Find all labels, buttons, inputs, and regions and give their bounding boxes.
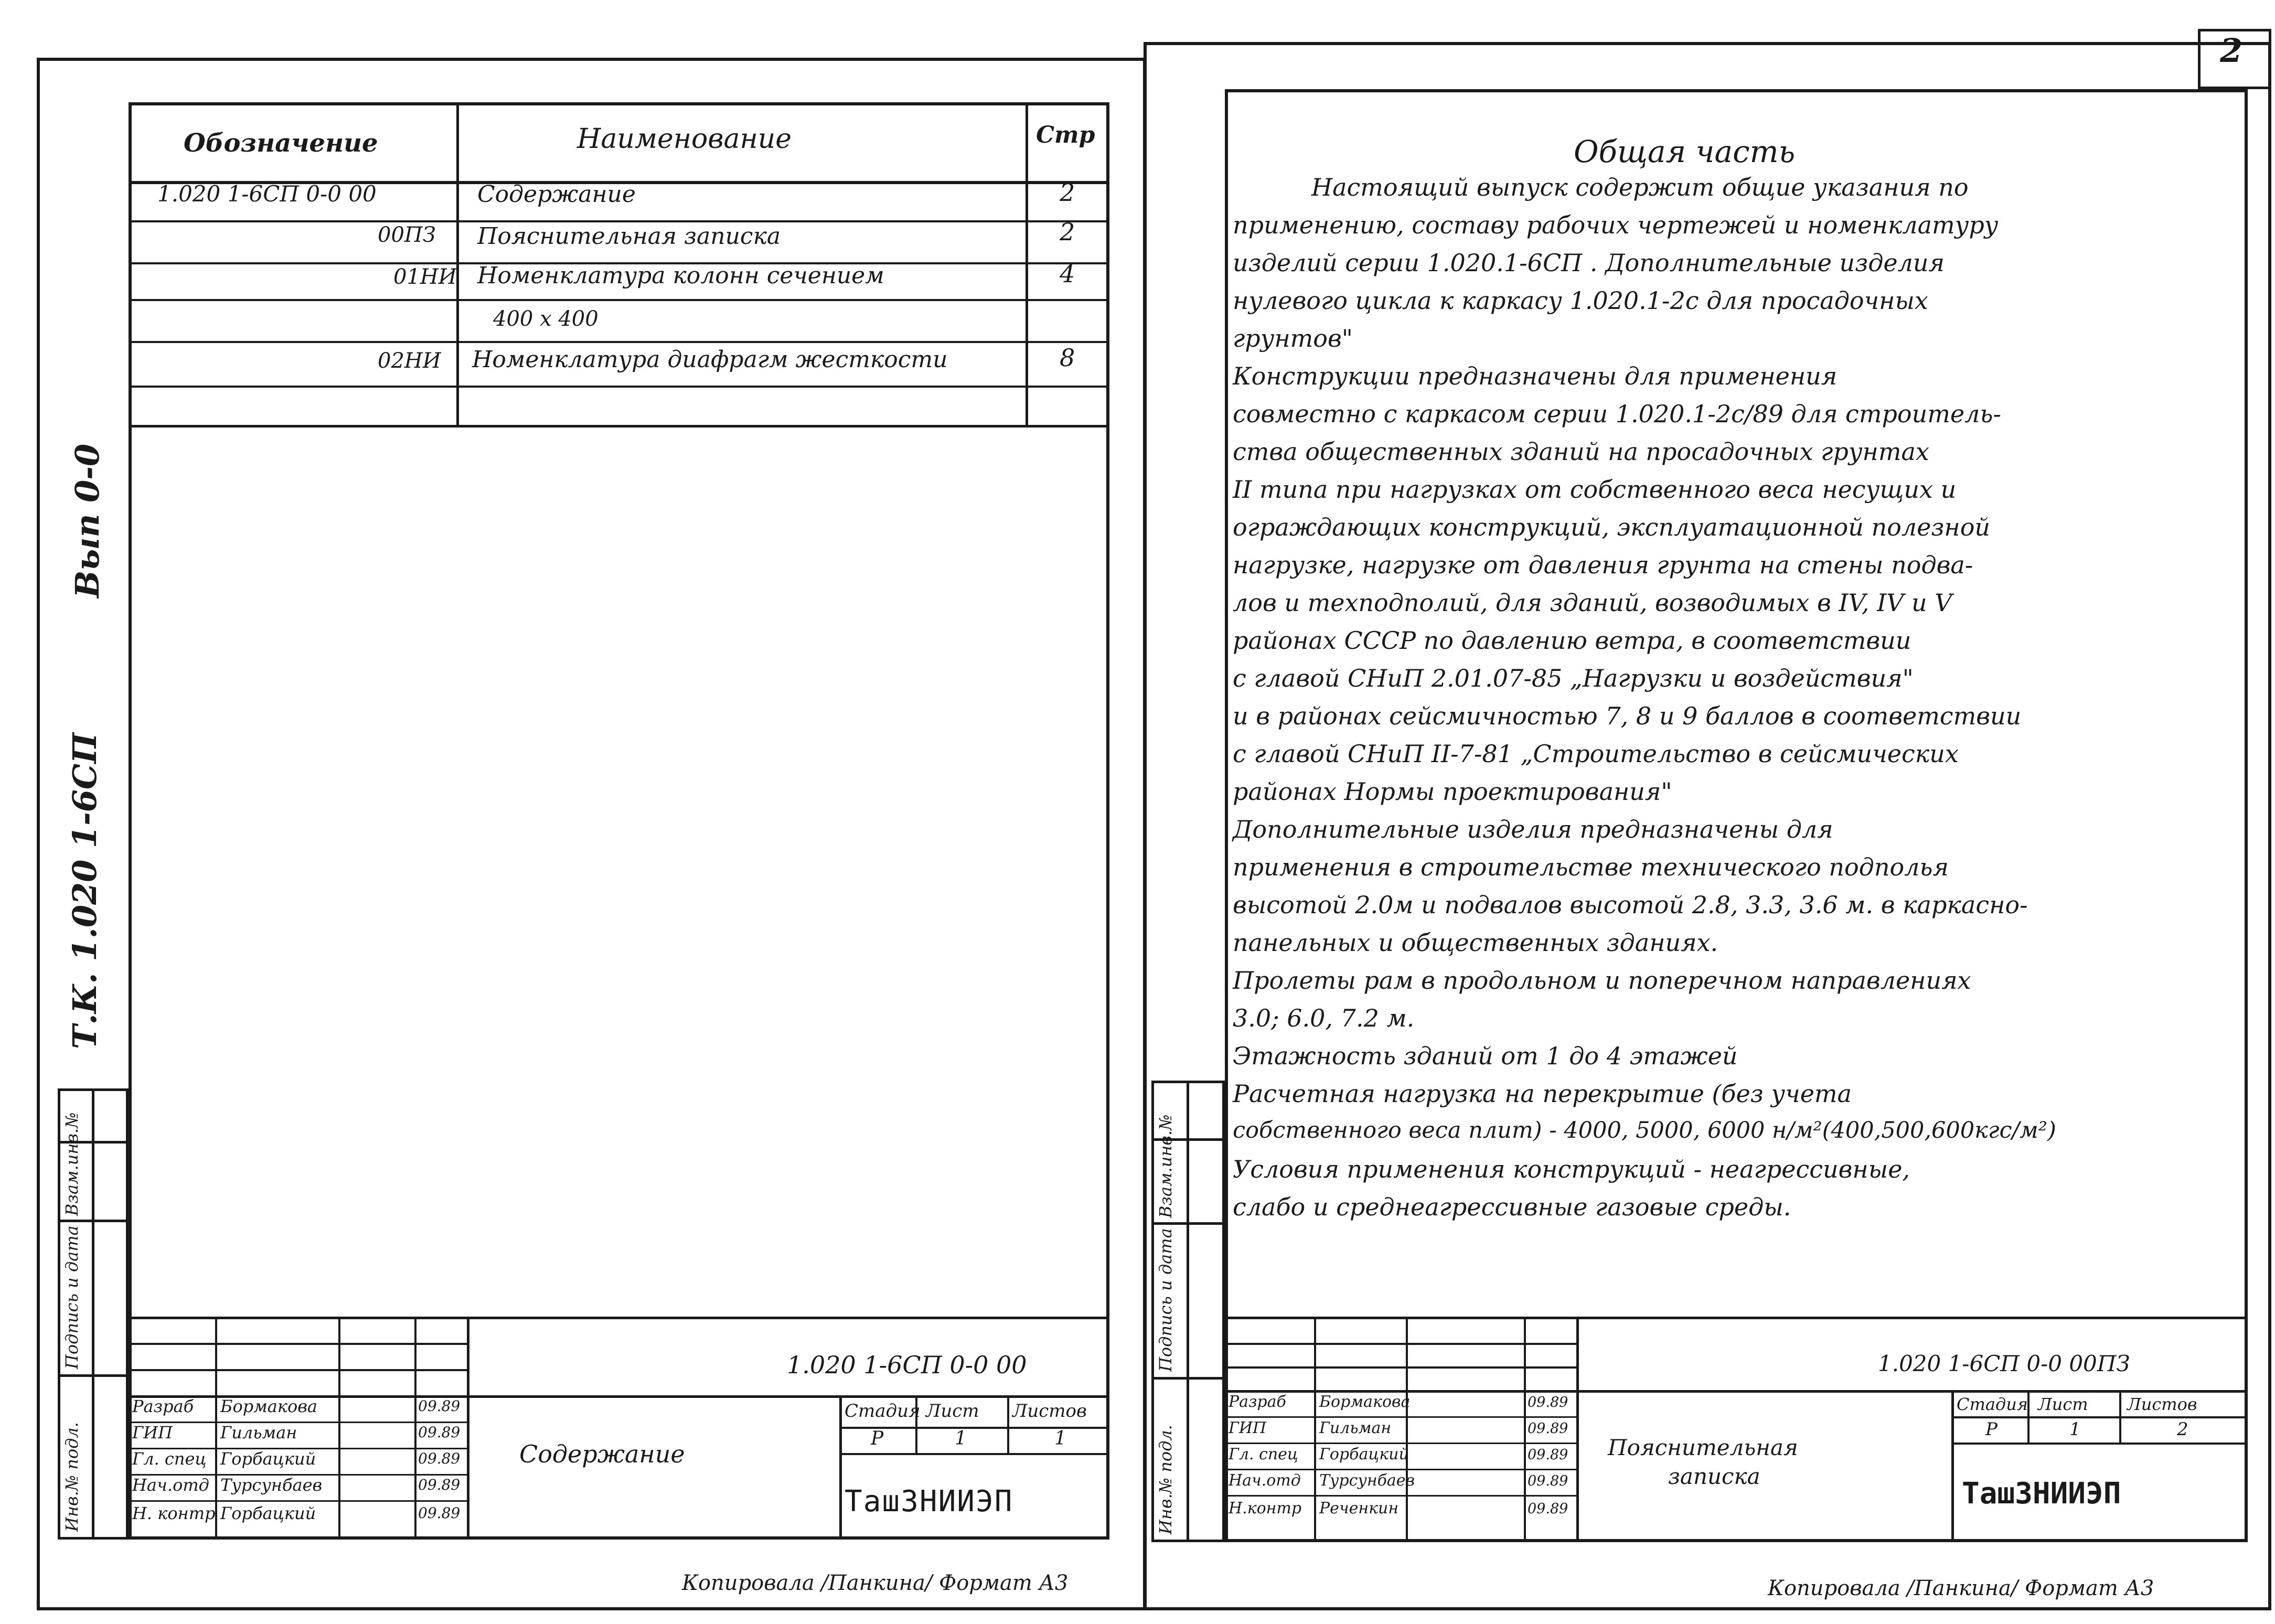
left-stamp-sheets-header: Листов — [1012, 1401, 1087, 1422]
row-designation: 02НИ — [378, 349, 441, 373]
right-stamp-sheet-header: Лист — [2038, 1394, 2088, 1414]
text-line: с главой СНиП II-7-81 „Строительство в сейсмических — [1233, 740, 1959, 768]
text-line: 3.0; 6.0, 7.2 м. — [1233, 1004, 1415, 1032]
stamp-person: Горбацкий — [220, 1449, 316, 1469]
stamp-date: 09.89 — [1528, 1501, 1568, 1517]
left-footer: Копировала /Панкина/ Формат А3 — [682, 1571, 1069, 1595]
right-stamp-title-1: Пояснительная — [1608, 1435, 1798, 1460]
header-name: Наименование — [577, 123, 792, 155]
stamp-date: 09.89 — [418, 1504, 461, 1522]
text-line: Расчетная нагрузка на перекрытие (без учета — [1233, 1080, 1852, 1108]
left-stamp-stage: Р — [871, 1428, 884, 1449]
stamp-person: Турсунбаев — [220, 1475, 323, 1495]
row-name: Номенклатура колонн сечением — [477, 262, 884, 289]
text-line: Настоящий выпуск содержит общие указания по — [1311, 173, 1969, 201]
text-line: Дополнительные изделия предназначены для — [1233, 815, 1833, 843]
stamp-role: Гл. спец — [132, 1449, 207, 1469]
text-line: и в районах сейсмичностью 7, 8 и 9 баллов в соответствии — [1233, 702, 2022, 730]
stamp-role: Н. контр — [132, 1503, 216, 1523]
text-line: применению, составу рабочих чертежей и номенклатуру — [1233, 211, 1999, 239]
row-page: 2 — [1060, 178, 1075, 207]
stamp-date: 09.89 — [418, 1424, 461, 1441]
text-line: районах Нормы проектирования" — [1233, 777, 1672, 806]
left-inner-frame — [129, 102, 1109, 1540]
left-stamp-sheet-header: Лист — [926, 1401, 979, 1422]
text-line: лов и техподполий, для зданий, возводимых в IV, IV и V — [1233, 589, 1952, 617]
right-stamp-sheets-header: Листов — [2127, 1394, 2197, 1414]
side-label-sign: Подпись и дата — [62, 1225, 82, 1369]
header-designation: Обозначение — [184, 129, 378, 158]
text-line: Конструкции предназначены для применения — [1233, 362, 1838, 390]
row-page: 4 — [1060, 260, 1075, 288]
stamp-date: 09.89 — [418, 1397, 461, 1415]
text-line: слабо и среднеагрессивные газовые среды. — [1233, 1193, 1791, 1221]
text-line: грунтов" — [1233, 324, 1353, 352]
right-stamp-sheet: 1 — [2069, 1419, 2081, 1440]
text-line: высотой 2.0м и подвалов высотой 2.8, 3.3, 3.6 м. в каркасно- — [1233, 891, 2028, 919]
side-label-replace: Взам.инв.№ — [1156, 1114, 1176, 1218]
left-stamp-sheets: 1 — [1054, 1428, 1066, 1449]
right-stamp-org: ТашЗНИИЭП — [1962, 1477, 2121, 1511]
row-page: 2 — [1060, 218, 1075, 246]
header-page: Стр — [1036, 122, 1095, 148]
left-stamp-code: 1.020 1-6СП 0-0 00 — [787, 1351, 1027, 1379]
right-stamp-title-2: записка — [1668, 1463, 1760, 1489]
text-line: нагрузке, нагрузке от давления грунта на стены подва- — [1233, 551, 1973, 579]
text-line: нулевого цикла к каркасу 1.020.1-2с для просадочных — [1233, 286, 1928, 315]
text-line: районах СССР по давлению ветра, в соответствии — [1233, 626, 1911, 655]
row-name: 400 х 400 — [493, 307, 599, 331]
stamp-role: ГИП — [1229, 1419, 1267, 1437]
stamp-person: Горбацкий — [1319, 1445, 1409, 1463]
right-stamp-code: 1.020 1-6СП 0-0 00ПЗ — [1878, 1351, 2130, 1376]
text-line: Пролеты рам в продольном и поперечном направлениях — [1233, 966, 1971, 995]
side-label-replace: Взам.инв.№ — [62, 1112, 82, 1216]
stamp-role: Гл. спец — [1229, 1445, 1298, 1463]
text-line: собственного веса плит) - 4000, 5000, 6000 н/м²(400,500,600кгс/м²) — [1233, 1117, 2056, 1144]
stamp-person: Реченкин — [1319, 1499, 1399, 1518]
row-page: 8 — [1060, 344, 1075, 372]
text-line: совместно с каркасом серии 1.020.1-2с/89 для строитель- — [1233, 400, 2001, 428]
stamp-date: 09.89 — [1528, 1394, 1568, 1411]
left-stamp-title: Содержание — [519, 1440, 685, 1468]
stamp-date: 09.89 — [1528, 1447, 1568, 1463]
text-line: панельных и общественных зданиях. — [1233, 928, 1718, 957]
stamp-role: ГИП — [132, 1423, 173, 1443]
text-line: изделий серии 1.020.1-6СП . Дополнительные изделия — [1233, 249, 1945, 277]
right-stamp-sheets: 2 — [2177, 1419, 2188, 1440]
left-stamp-sheet: 1 — [955, 1428, 967, 1449]
side-label-inv: Инв.№ подл. — [1156, 1425, 1176, 1534]
page-number: 2 — [2220, 31, 2243, 70]
row-name: Содержание — [477, 181, 636, 208]
stamp-person: Гильман — [220, 1423, 297, 1443]
stamp-role: Н.контр — [1229, 1499, 1302, 1518]
row-name: Номенклатура диафрагм жесткости — [472, 346, 948, 373]
stamp-date: 09.89 — [418, 1450, 461, 1467]
stamp-person: Горбацкий — [220, 1503, 316, 1523]
text-line: Условия применения конструкций - неагрессивные, — [1233, 1155, 1910, 1183]
stamp-role: Нач.отд — [132, 1475, 209, 1495]
text-line: II типа при нагрузках от собственного веса несущих и — [1233, 475, 1957, 504]
row-name: Пояснительная записка — [477, 223, 781, 250]
stamp-person: Гильман — [1319, 1419, 1392, 1437]
stamp-date: 09.89 — [1528, 1420, 1568, 1437]
row-designation: 1.020 1-6СП 0-0 00 — [157, 181, 377, 207]
text-line: ограждающих конструкций, эксплуатационной полезной — [1233, 513, 1991, 541]
margin-issue-label: Вып 0-0 — [68, 443, 106, 598]
text-line: Этажность зданий от 1 до 4 этажей — [1233, 1042, 1738, 1070]
row-designation: 01НИ — [393, 265, 457, 289]
text-line: применения в строительстве технического подполья — [1233, 853, 1949, 881]
text-line: ства общественных зданий на просадочных грунтах — [1233, 437, 1929, 466]
stamp-person: Бормакова — [220, 1396, 317, 1416]
right-stamp-stage: Р — [1985, 1419, 1998, 1440]
stamp-person: Турсунбаев — [1319, 1471, 1415, 1490]
section-heading: Общая часть — [1574, 134, 1796, 169]
side-label-sign: Подпись и дата — [1156, 1228, 1176, 1372]
stamp-date: 09.89 — [418, 1476, 461, 1493]
row-designation: 00ПЗ — [378, 223, 436, 247]
right-footer: Копировала /Панкина/ Формат А3 — [1768, 1576, 2154, 1600]
text-line: с главой СНиП 2.01.07-85 „Нагрузки и воздействия" — [1233, 664, 1914, 692]
stamp-date: 09.89 — [1528, 1473, 1568, 1489]
margin-series-label: Т.К. 1.020 1-6СП — [66, 733, 104, 1049]
left-stamp-stage-header: Стадия — [845, 1401, 921, 1422]
stamp-role: Разраб — [1229, 1393, 1286, 1411]
stamp-person: Бормакова — [1319, 1393, 1411, 1411]
stamp-role: Нач.отд — [1229, 1471, 1301, 1490]
side-label-inv: Инв.№ подл. — [62, 1422, 82, 1532]
right-stamp-stage-header: Стадия — [1957, 1394, 2028, 1414]
stamp-role: Разраб — [132, 1396, 194, 1416]
left-stamp-org: ТашЗНИИЭП — [845, 1484, 1013, 1519]
